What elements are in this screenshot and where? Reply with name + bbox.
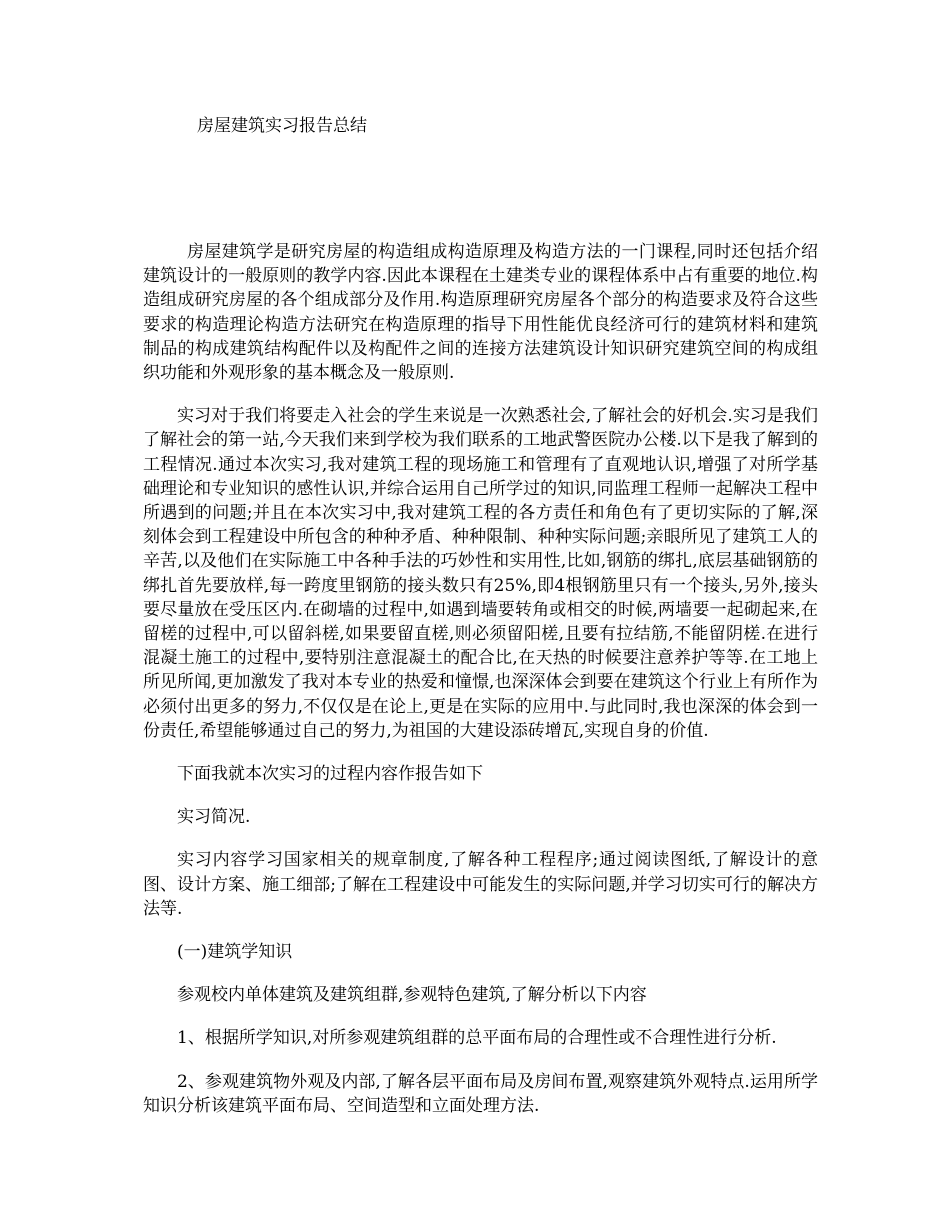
paragraph-intro: 房屋建筑学是研究房屋的构造组成构造原理及构造方法的一门课程,同时还包括介绍建筑设计的一般原则的教学内容.因此本课程在土建类专业的课程体系中占有重要的地位.构造组成研究房屋的各个组成部分及作用.构造原理研究房屋各个部分的构造要求及符合这些要求的构造理论构造方法研究在构造原理的指导下用性能优良经济可行的建筑材料和建筑制品的构成建筑结构配件以及构配件之间的连接方法建筑设计知识研究建筑空间的构成组织功能和外观形象的基本概念及一般原则. bbox=[143, 242, 818, 384]
document-body bbox=[143, 240, 818, 1118]
section-heading-architecture: (一)建筑学知识 bbox=[177, 942, 293, 963]
list-item-1: 1、根据所学知识,对所参观建筑组群的总平面布局的合理性或不合理性进行分析. bbox=[177, 1028, 777, 1049]
list-item-2: 2、参观建筑物外观及内部,了解各层平面布局及房间布置,观察建筑外观特点.运用所学知识分析该建筑平面布局、空间造型和立面处理方法. bbox=[143, 1071, 818, 1116]
paragraph-report-intro: 下面我就本次实习的过程内容作报告如下 bbox=[177, 764, 483, 785]
paragraph-content: 实习内容学习国家相关的规章制度,了解各种工程程序;通过阅读图纸,了解设计的意图、设计方案、施工细部;了解在工程建设中可能发生的实际问题,并学习切实可行的解决方法等. bbox=[143, 850, 818, 919]
document-title: 房屋建筑实习报告总结 bbox=[197, 116, 367, 136]
paragraph-visit: 参观校内单体建筑及建筑组群,参观特色建筑,了解分析以下内容 bbox=[177, 985, 647, 1006]
paragraph-experience: 实习对于我们将要走入社会的学生来说是一次熟悉社会,了解社会的好机会.实习是我们了解社会的第一站,今天我们来到学校为我们联系的工地武警医院办公楼.以下是我了解到的工程情况.通过本次实习,我对建筑工程的现场施工和管理有了直观地认识,增强了对所学基础理论和专业知识的感性认识,并综合运用自己所学过的知识,同监理工程师一起解决工程中所遇到的问题;并且在本次实习中,我对建筑工程的各方责任和角色有了更切实际的了解,深刻体会到工程建设中所包含的种种矛盾、种种限制、种种实际问题;亲眼所见了建筑工人的辛苦,以及他们在实际施工中各种手法的巧妙性和实用性,比如,钢筋的绑扎,底层基础钢筋的绑扎首先要放样,每一跨度里钢筋的接头数只有25%,即4根钢筋里只有一个接头,另外,接头要尽量放在受压区内.在砌墙的过程中,如遇到墙要转角或相交的时候,两墙要一起砌起来,在留槎的过程中,可以留斜槎,如果要留直槎,则必须留阳槎,且要有拉结筋,不能留阴槎.在进行混凝土施工的过程中,要特别注意混凝土的配合比,在天热的时候要注意养护等等.在工地上所见所闻,更加激发了我对本专业的热爱和憧憬,也深深体会到要在建筑这个行业上有所作为必须付出更多的努力,不仅仅是在论上,更是在实际的应用中.与此同时,我也深深的体会到一份责任,希望能够通过自己的努力,为祖国的大建设添砖增瓦,实现自身的价值. bbox=[143, 406, 818, 741]
paragraph-overview-heading: 实习简况. bbox=[177, 807, 251, 828]
